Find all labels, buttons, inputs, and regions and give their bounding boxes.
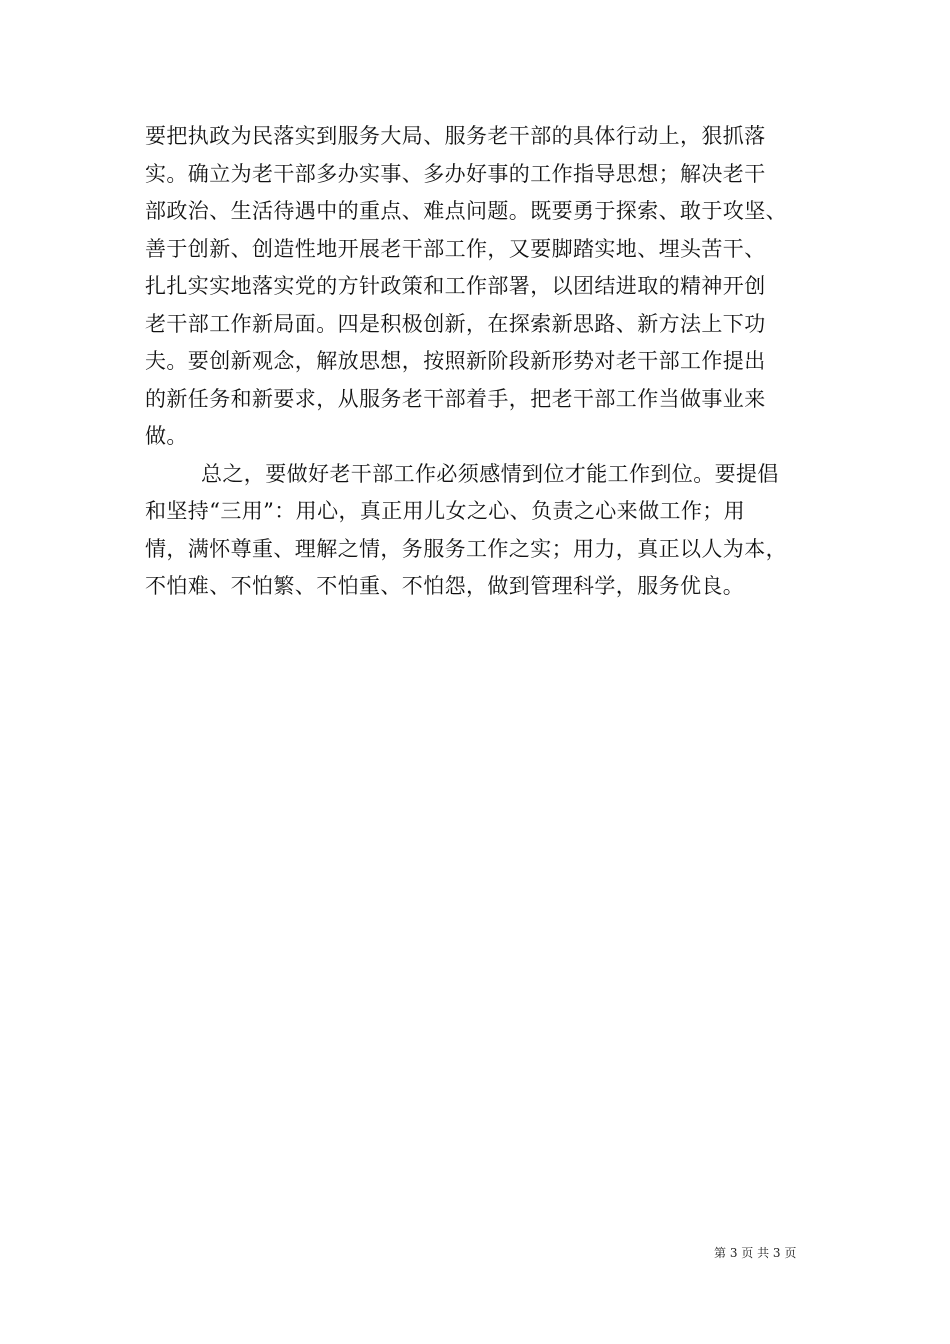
paragraph-line: 总之，要做好老干部工作必须感情到位才能工作到位。要提倡 — [201, 461, 779, 486]
paragraph-line: 善于创新、创造性地开展老干部工作，又要脚踏实地、埋头苦干、 — [145, 236, 766, 261]
paragraph-line: 老干部工作新局面。四是积极创新，在探索新思路、新方法上下功 — [145, 311, 766, 336]
paragraph-line: 不怕难、不怕繁、不怕重、不怕怨，做到管理科学，服务优良。 — [145, 574, 745, 598]
paragraph-line: 夫。要创新观念，解放思想，按照新阶段新形势对老干部工作提出 — [145, 349, 766, 373]
paragraph-line: 和坚持“三用”：用心，真正用儿女之心、负责之心来做工作；用 — [145, 499, 746, 523]
paragraph-line: 情，满怀尊重、理解之情，务服务工作之实；用力，真正以人为本， — [145, 536, 787, 561]
paragraph-line: 实。确立为老干部多办实事、多办好事的工作指导思想；解决老干 — [145, 161, 766, 186]
paragraph-line: 做。 — [145, 424, 188, 448]
page-number: 第 3 页 共 3 页 — [714, 1246, 797, 1260]
paragraph-line: 的新任务和新要求，从服务老干部着手，把老干部工作当做事业来 — [145, 386, 766, 411]
paragraph-line: 要把执政为民落实到服务大局、服务老干部的具体行动上，狠抓落 — [145, 124, 766, 148]
paragraph-line: 部政治、生活待遇中的重点、难点问题。既要勇于探索、敢于攻坚、 — [145, 199, 787, 223]
body-text — [145, 118, 813, 606]
paragraph-line: 扎扎实实地落实党的方针政策和工作部署，以团结进取的精神开创 — [145, 274, 766, 298]
